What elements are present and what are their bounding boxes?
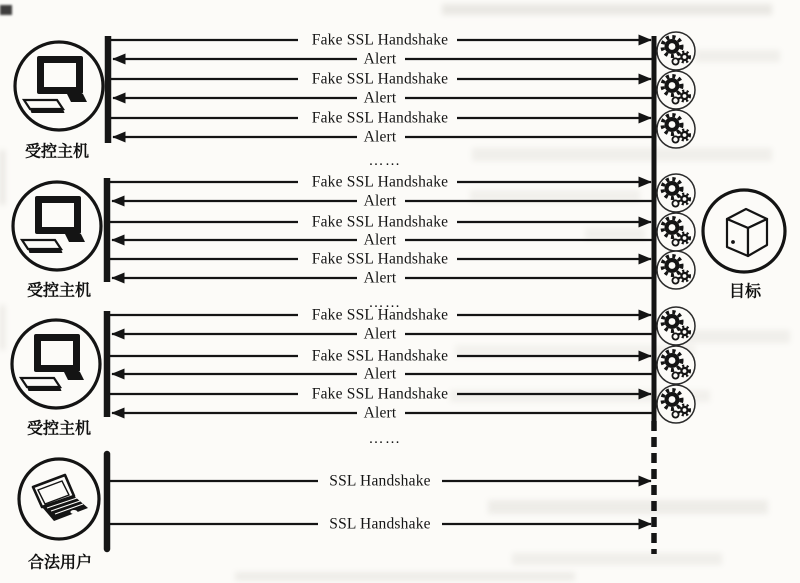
- ssl-session-gear-icon: [657, 32, 695, 70]
- message-label: Fake SSL Handshake: [311, 173, 449, 191]
- ssl-session-gear-icon: [657, 385, 695, 423]
- message-row-fake-ssl-handshake: [110, 174, 651, 191]
- message-label: SSL Handshake: [329, 472, 431, 490]
- session-process-icons: [657, 32, 695, 423]
- message-row-alert: [112, 405, 653, 422]
- message-label: Alert: [363, 192, 397, 210]
- message-label: Fake SSL Handshake: [311, 306, 449, 324]
- message-row-alert: [112, 270, 653, 287]
- ellipsis-more-messages: ……: [368, 295, 402, 311]
- message-row-fake-ssl-handshake: [110, 251, 651, 268]
- message-label: Alert: [363, 89, 397, 107]
- message-label: Fake SSL Handshake: [311, 31, 449, 49]
- controlled-host-label: 受控主机: [24, 141, 90, 161]
- ssl-session-gear-icon: [657, 110, 695, 148]
- message-label: Fake SSL Handshake: [311, 213, 449, 231]
- message-label: Alert: [363, 50, 397, 68]
- message-label: Fake SSL Handshake: [311, 347, 449, 365]
- controlled-host-label: 受控主机: [26, 418, 92, 438]
- controlled-host-label: 受控主机: [26, 280, 92, 300]
- ssl-session-gear-icon: [657, 213, 695, 251]
- message-row-alert: [113, 51, 653, 68]
- message-label: Fake SSL Handshake: [311, 109, 449, 127]
- message-row-alert: [112, 193, 653, 210]
- controlled-host-group-3: [12, 307, 653, 448]
- message-label: Alert: [363, 231, 397, 249]
- message-label: Fake SSL Handshake: [311, 250, 449, 268]
- legit-user-label: 合法用户: [27, 552, 93, 572]
- ssl-session-gear-icon: [657, 307, 695, 345]
- message-row-ssl-handshake: [110, 516, 651, 533]
- message-row-fake-ssl-handshake: [111, 32, 651, 49]
- message-label: Alert: [363, 365, 397, 383]
- target-node: [703, 190, 785, 301]
- target-label: 目标: [728, 281, 762, 301]
- message-row-fake-ssl-handshake: [110, 348, 651, 365]
- ssl-session-gear-icon: [657, 251, 695, 289]
- message-row-ssl-handshake: [110, 473, 651, 490]
- controlled-host-group-2: [13, 174, 653, 312]
- ellipsis-more-messages: ……: [368, 431, 402, 447]
- message-row-alert: [112, 366, 653, 383]
- controlled-host-group-1: [15, 32, 653, 170]
- ssl-session-gear-icon: [657, 71, 695, 109]
- message-label: Fake SSL Handshake: [311, 385, 449, 403]
- ssl-session-gear-icon: [657, 174, 695, 212]
- controlled-host-icon: [12, 320, 100, 408]
- ellipsis-more-messages: ……: [368, 153, 402, 169]
- message-row-fake-ssl-handshake: [111, 110, 651, 127]
- message-label: Alert: [363, 128, 397, 146]
- message-label: Alert: [363, 269, 397, 287]
- message-row-alert: [112, 232, 653, 249]
- controlled-host-icon: [13, 182, 101, 270]
- legit-user-group: [19, 454, 651, 572]
- message-row-fake-ssl-handshake: [110, 386, 651, 403]
- target-server-icon: [703, 190, 785, 272]
- message-row-fake-ssl-handshake: [111, 71, 651, 88]
- message-row-fake-ssl-handshake: [110, 214, 651, 231]
- message-label: Alert: [363, 325, 397, 343]
- controlled-host-icon: [15, 42, 103, 130]
- message-row-alert: [113, 90, 653, 107]
- legit-user-laptop-icon: [19, 459, 99, 539]
- ssl-session-gear-icon: [657, 346, 695, 384]
- message-label: SSL Handshake: [329, 515, 431, 533]
- message-label: Alert: [363, 404, 397, 422]
- message-row-fake-ssl-handshake: [110, 307, 651, 324]
- message-row-alert: [112, 326, 653, 343]
- message-label: Fake SSL Handshake: [311, 70, 449, 88]
- message-row-alert: [113, 129, 653, 146]
